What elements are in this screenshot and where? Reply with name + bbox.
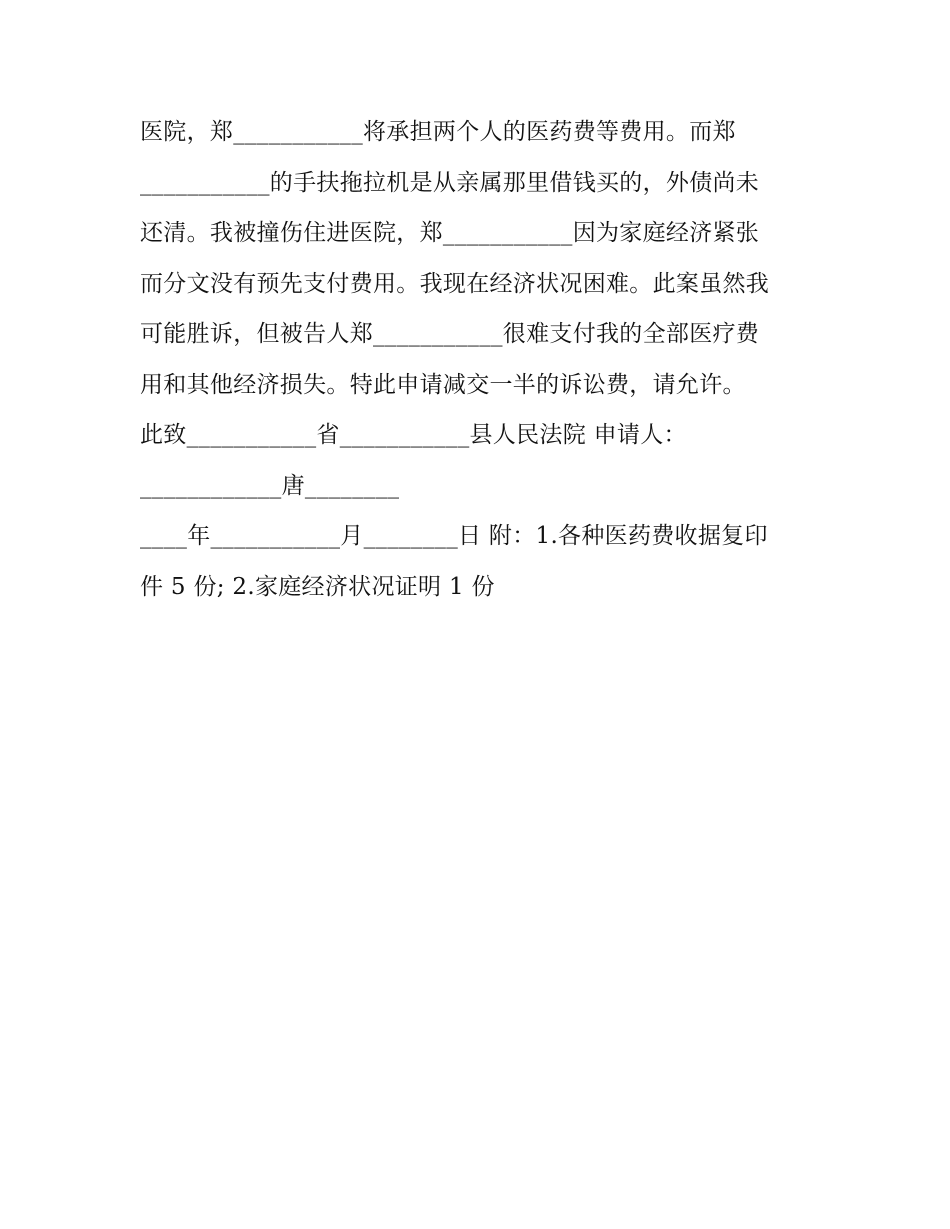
text-line: 可能胜诉，但被告人郑___________很难支付我的全部医疗费 bbox=[140, 321, 760, 347]
text-line: 而分文没有预先支付费用。我现在经济状况困难。此案虽然我 bbox=[140, 270, 770, 297]
date-attachment-line: ____年___________月________日 附：1.各种医药费收据复印 bbox=[140, 523, 768, 549]
text-line: 医院，郑___________将承担两个人的医药费等费用。而郑 bbox=[140, 119, 736, 145]
text-line: 还清。我被撞伤住进医院，郑___________因为家庭经济紧张 bbox=[140, 220, 760, 246]
applicant-line: ____________唐________ bbox=[140, 472, 400, 499]
text-line: 用和其他经济损失。特此申请减交一半的诉讼费，请允许。 bbox=[140, 371, 746, 398]
document-body bbox=[140, 107, 820, 612]
salutation-line: 此致___________省___________县人民法院 申请人： bbox=[140, 422, 687, 448]
text-line: ___________的手扶拖拉机是从亲属那里借钱买的，外债尚未 bbox=[140, 169, 760, 196]
attachment-line: 件 5 份; 2.家庭经济状况证明 1 份 bbox=[140, 573, 495, 600]
